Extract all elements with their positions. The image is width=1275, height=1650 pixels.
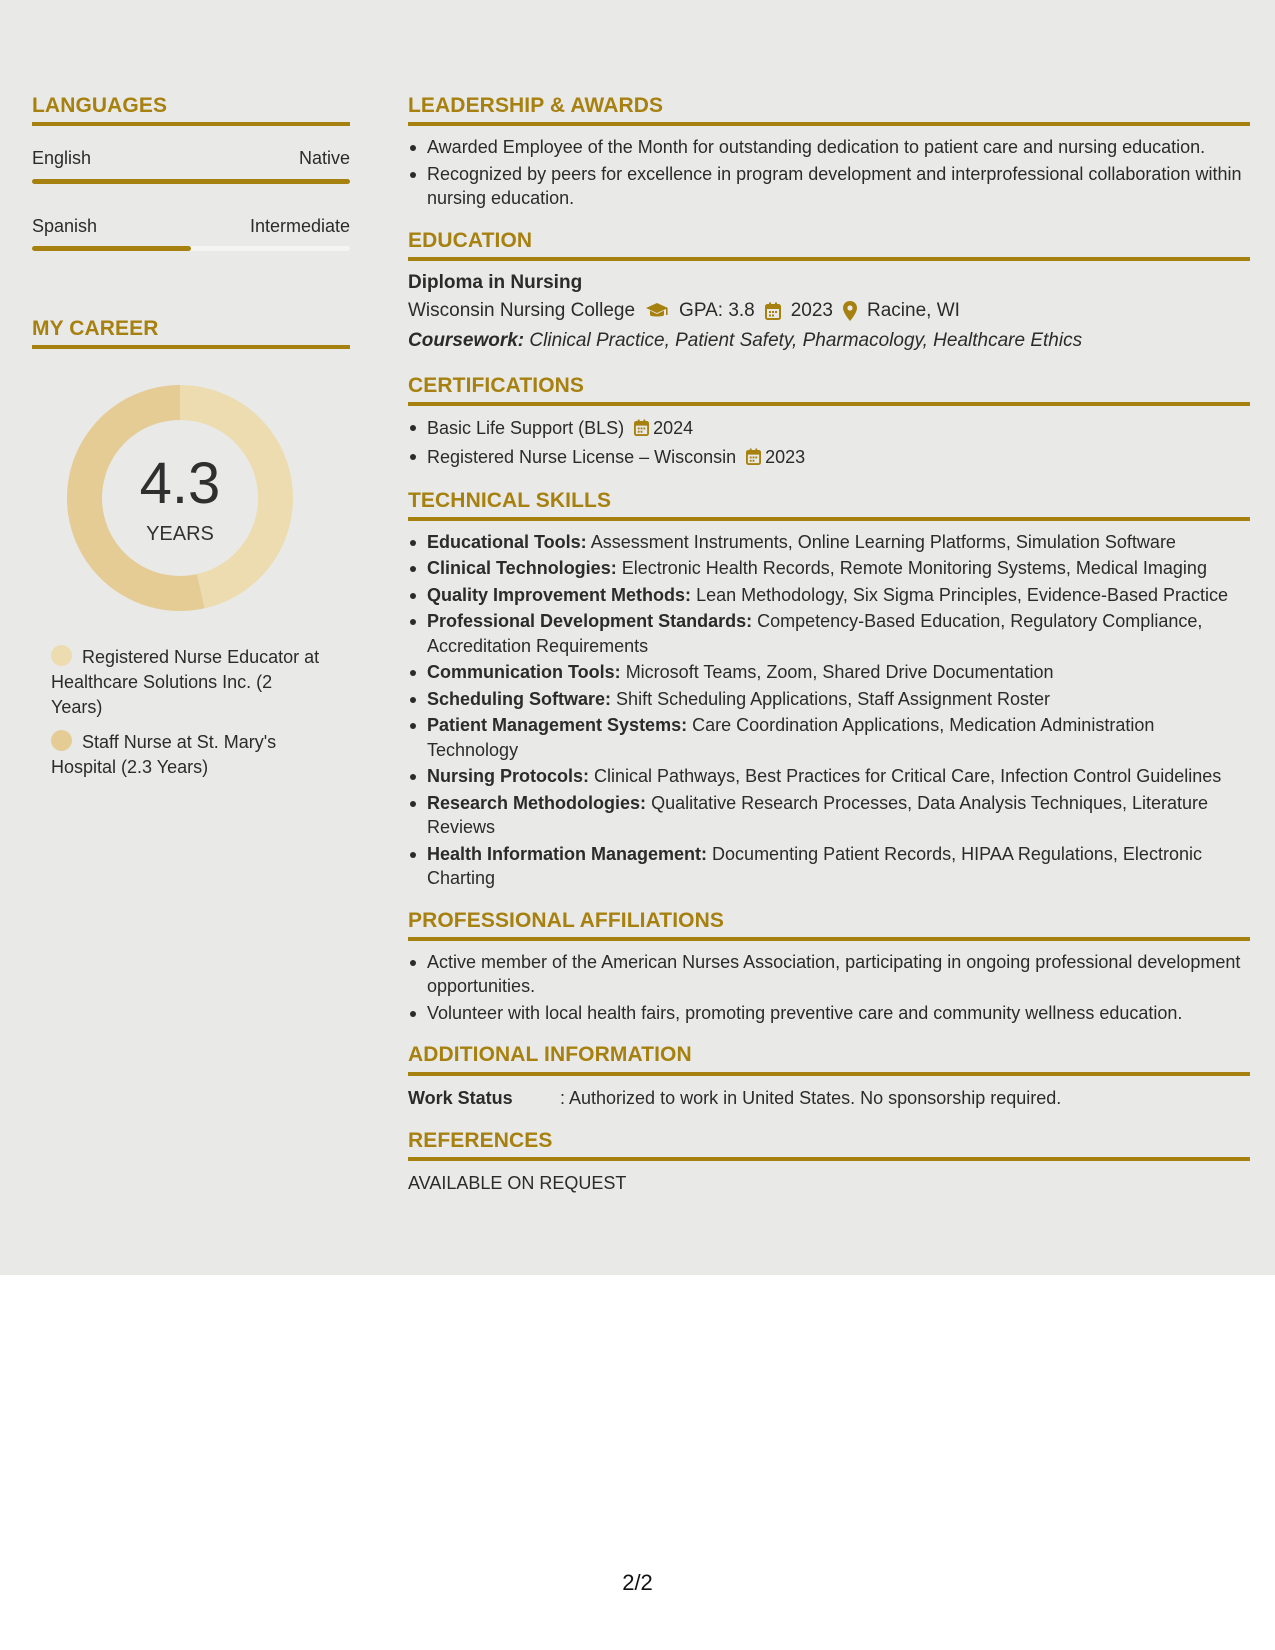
skill-label: Scheduling Software: xyxy=(427,688,612,709)
map-pin-icon xyxy=(843,301,857,321)
affiliation-item: Volunteer with local health fairs, promoting preventive care and community wellness education. xyxy=(408,1001,1250,1026)
leadership-section xyxy=(408,94,1250,211)
certifications-section xyxy=(408,374,1250,471)
skill-text: Competency-Based Education, Regulatory Compliance, Accreditation Requirements xyxy=(427,611,1203,656)
right-column xyxy=(408,94,1250,1214)
career-item-label: Registered Nurse Educator at Healthcare Solutions Inc. (2 Years) xyxy=(51,647,320,718)
references-heading: REFERENCES xyxy=(408,1129,1250,1161)
legend-dot-icon xyxy=(51,645,72,666)
affiliations-heading: PROFESSIONAL AFFILIATIONS xyxy=(408,909,1250,941)
education-degree: Diploma in Nursing xyxy=(408,271,583,293)
leadership-item: Awarded Employee of the Month for outstanding dedication to patient care and nursing education. xyxy=(408,135,1250,160)
skill-item xyxy=(408,609,1250,658)
career-heading: MY CAREER xyxy=(32,317,350,349)
skill-text: Clinical Pathways, Best Practices for Critical Care, Infection Control Guidelines xyxy=(594,766,1222,787)
leadership-heading: LEADERSHIP & AWARDS xyxy=(408,94,1250,126)
skill-text: Shift Scheduling Applications, Staff Assignment Roster xyxy=(616,688,1050,709)
certification-name: Registered Nurse License – Wisconsin xyxy=(427,446,737,467)
language-proficiency-bar xyxy=(32,179,350,184)
affiliations-section xyxy=(408,909,1250,1026)
career-donut-chart xyxy=(67,385,293,611)
skill-label: Nursing Protocols: xyxy=(427,766,590,787)
page-number: 2/2 xyxy=(622,1570,653,1595)
skill-item xyxy=(408,556,1250,581)
career-item-label: Staff Nurse at St. Mary's Hospital (2.3 Years) xyxy=(51,732,277,778)
language-name: English xyxy=(32,148,92,169)
education-coursework xyxy=(408,326,1250,356)
career-legend-item xyxy=(51,730,321,780)
education-gpa: GPA: 3.8 xyxy=(679,299,755,321)
legend-dot-icon xyxy=(51,730,72,751)
career-years-unit: YEARS xyxy=(146,523,214,546)
career-legend-item xyxy=(51,645,321,720)
education-school: Wisconsin Nursing College xyxy=(408,299,636,321)
coursework-text: Clinical Practice, Patient Safety, Pharmacology, Healthcare Ethics xyxy=(529,329,1083,351)
language-proficiency-bar xyxy=(32,246,350,251)
career-legend xyxy=(51,645,321,780)
graduation-cap-icon xyxy=(645,302,669,320)
skill-item xyxy=(408,842,1250,891)
language-level: Native xyxy=(298,148,350,169)
skill-label: Professional Development Standards: xyxy=(427,611,753,632)
language-proficiency-fill xyxy=(32,179,350,184)
skill-item xyxy=(408,687,1250,712)
skill-text: Assessment Instruments, Online Learning Platforms, Simulation Software xyxy=(590,531,1176,552)
skill-item xyxy=(408,764,1250,789)
skill-text: Care Coordination Applications, Medication Administration Technology xyxy=(427,715,1155,760)
certification-year: 2023 xyxy=(765,446,806,467)
skill-label: Research Methodologies: xyxy=(427,792,647,813)
skill-label: Health Information Management: xyxy=(427,843,708,864)
education-location: Racine, WI xyxy=(867,299,960,321)
leadership-item: Recognized by peers for excellence in program development and interprofessional collaboration within nursing education. xyxy=(408,162,1250,211)
education-section xyxy=(408,229,1250,356)
education-year: 2023 xyxy=(790,299,834,321)
coursework-label: Coursework: xyxy=(408,329,525,351)
references-section xyxy=(408,1129,1250,1196)
certification-item xyxy=(408,444,1250,471)
additional-info-heading: ADDITIONAL INFORMATION xyxy=(408,1043,1250,1075)
certifications-heading: CERTIFICATIONS xyxy=(408,374,1250,406)
skill-label: Clinical Technologies: xyxy=(427,558,617,579)
skill-label: Patient Management Systems: xyxy=(427,715,688,736)
education-heading: EDUCATION xyxy=(408,229,1250,261)
skill-text: Qualitative Research Processes, Data Analysis Techniques, Literature Reviews xyxy=(427,792,1209,838)
skills-section xyxy=(408,489,1250,891)
language-proficiency-fill xyxy=(32,246,191,251)
skill-text: Lean Methodology, Six Sigma Principles, Evidence-Based Practice xyxy=(696,584,1229,605)
skill-item xyxy=(408,791,1250,840)
languages-heading: LANGUAGES xyxy=(32,94,350,126)
skill-label: Educational Tools: xyxy=(427,531,587,552)
skill-text: Microsoft Teams, Zoom, Shared Drive Documentation xyxy=(625,662,1054,683)
calendar-icon xyxy=(746,448,761,465)
work-status-value: : Authorized to work in United States. No sponsorship required. xyxy=(560,1087,1062,1108)
skill-item xyxy=(408,713,1250,762)
language-name: Spanish xyxy=(32,215,98,236)
affiliation-item: Active member of the American Nurses Association, participating in ongoing professional development opportunities. xyxy=(408,950,1250,999)
additional-info-section xyxy=(408,1043,1250,1110)
language-level: Intermediate xyxy=(249,215,350,236)
work-status-row xyxy=(408,1085,1250,1111)
skill-label: Quality Improvement Methods: xyxy=(427,584,692,605)
certification-item xyxy=(408,415,1250,442)
certification-year: 2024 xyxy=(653,417,694,438)
certification-name: Basic Life Support (BLS) xyxy=(427,417,625,438)
language-item xyxy=(32,148,350,184)
skill-label: Communication Tools: xyxy=(427,662,621,683)
work-status-label: Work Status xyxy=(408,1087,513,1108)
calendar-icon xyxy=(765,302,781,320)
skills-heading: TECHNICAL SKILLS xyxy=(408,489,1250,521)
skill-text: Documenting Patient Records, HIPAA Regulations, Electronic Charting xyxy=(427,843,1202,889)
skill-text: Electronic Health Records, Remote Monitoring Systems, Medical Imaging xyxy=(621,558,1207,579)
skill-item xyxy=(408,660,1250,685)
skill-item xyxy=(408,583,1250,608)
career-total-years: 4.3 xyxy=(139,451,221,517)
language-item xyxy=(32,216,350,252)
skill-item xyxy=(408,530,1250,555)
references-text: AVAILABLE ON REQUEST xyxy=(408,1172,627,1193)
left-column xyxy=(32,94,350,790)
calendar-icon xyxy=(634,419,649,436)
